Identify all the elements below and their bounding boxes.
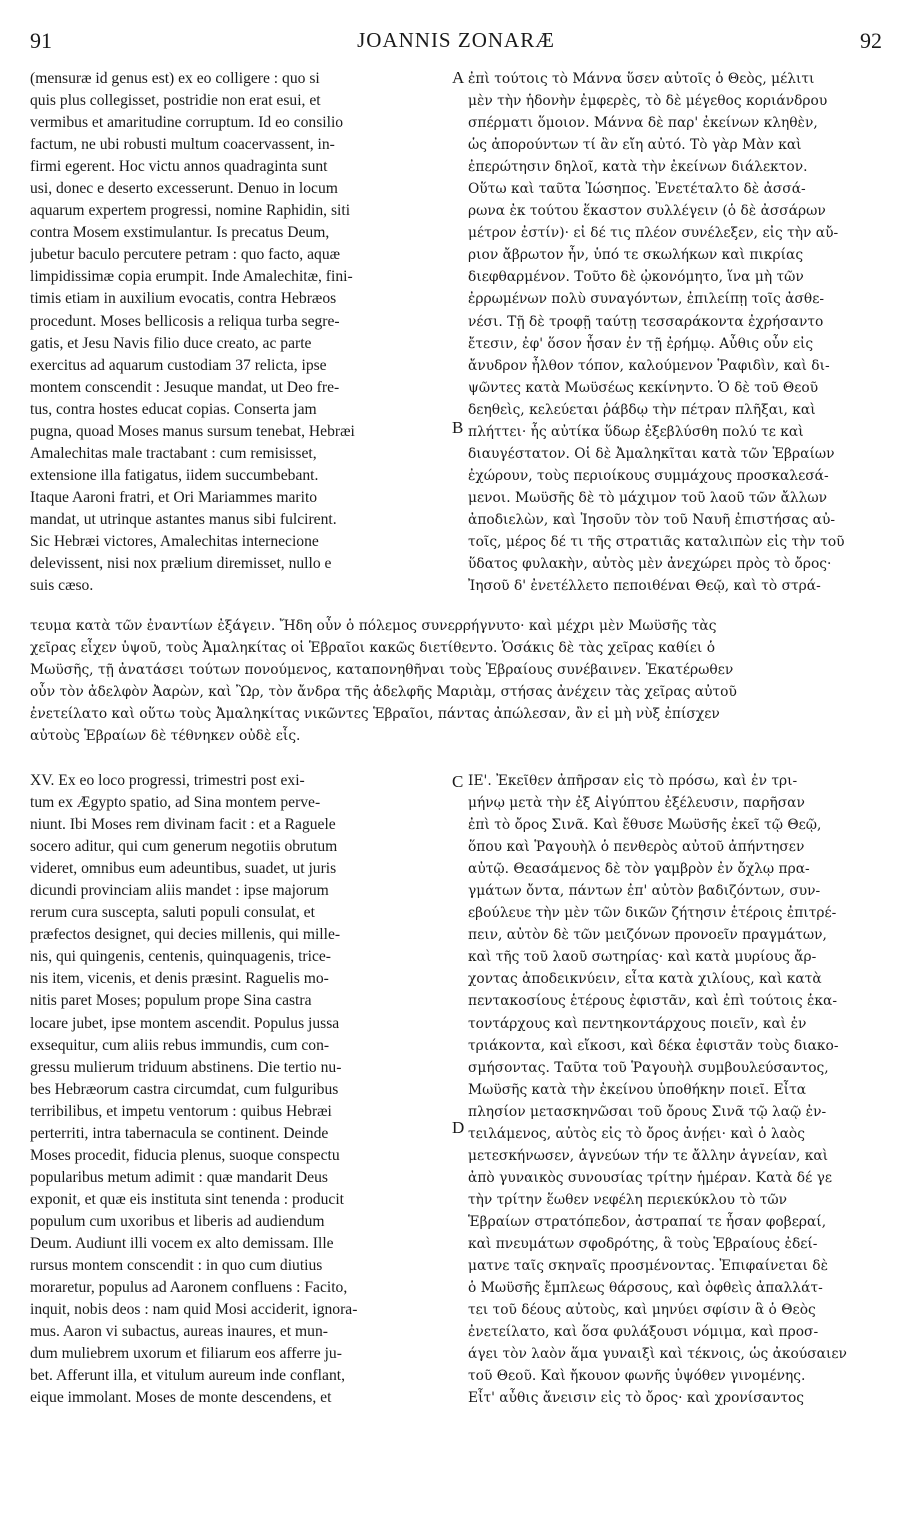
text-line: Μωϋσῆς κατὰ τὴν ἐκείνου ὑποθήκην ποιεῖ. Εἶτα	[468, 1081, 807, 1098]
text-line: αὐτοὺς Ἑβραίων δὲ τέθνηκεν οὐδὲ εἷς.	[30, 728, 301, 745]
text-line: mandat, ut utrinque astantes manus sibi fulcirent.	[30, 510, 337, 528]
text-line: ψῶντες κατὰ Μωϋσέως κεκίνηντο. Ὁ δὲ τοῦ Θεοῦ	[468, 379, 819, 396]
margin-letter-a: A	[452, 68, 465, 87]
text-line: dicundi provinciam aliis mandet : ipse majorum	[30, 882, 329, 900]
text-line: locare jubet, ipse montem ascendit. Populus jussa	[30, 1014, 340, 1032]
text-line: γμάτων ὄντα, πάντων ἐπ' αὐτὸν βαδιζόντων, συν-	[468, 883, 821, 900]
text-line: ὡς ἀπορούντων τί ἂν εἴη αὐτό. Τὸ γὰρ Μὰν καὶ	[468, 137, 802, 154]
text-line: populum cum uxoribus et liberis ad audiendum	[30, 1212, 325, 1230]
text-line: τειλάμενος, αὐτὸς εἰς τὸ ὄρος ἀνῄει· καὶ ὁ λαὸς	[468, 1125, 805, 1142]
text-line: videret, omnibus eum adeuntibus, suadet, ut juris	[30, 860, 337, 878]
page-header	[30, 28, 882, 58]
text-line: eique immolant. Moses de monte descendens, et	[30, 1389, 332, 1407]
text-line: contra Mosem exstimulantur. Is precatus Deum,	[30, 224, 330, 242]
text-line: ἔτεσιν, ἐφ' ὅσον ἦσαν ἐν τῇ ἐρήμῳ. Αὖθις οὖν εἰς	[468, 335, 814, 352]
text-line: Ἰησοῦ δ' ἐνετέλλετο πεποιθέναι Θεῷ, καὶ τὸ στρά-	[468, 578, 821, 595]
text-line: Itaque Aaroni fratri, et Ori Mariammes marito	[30, 488, 318, 506]
text-line: terribilibus, et impetu ventorum : quibus Hebræi	[30, 1102, 332, 1120]
text-line: δεηθεὶς, κελεύεται ῥάβδῳ τὴν πέτραν πλῆξαι, καὶ	[468, 401, 816, 418]
text-line: τοντάρχους καὶ πεντηκοντάρχους ποιεῖν, καὶ ἐν	[468, 1015, 807, 1032]
text-line: limpidissimæ copia erumpit. Inde Amalechitæ, fini-	[30, 268, 353, 286]
text-line: jubetur baculo percutere petram : quo facto, aquæ	[30, 246, 341, 264]
text-line: præfectos designet, qui decies millenis, qui mille-	[30, 926, 341, 944]
text-line: σπέρματι ὅμοιον. Μάννα δὲ παρ' ἐκείνων κληθὲν,	[468, 115, 818, 132]
text-line: gatis, et Jesu Navis filio duce creato, ac parte	[30, 334, 312, 352]
text-line: τευμα κατὰ τῶν ἐναντίων ἐξάγειν. Ἤδη οὖν ὁ πόλεμος συνερρήγνυτο· καὶ μέχρι μὲν Μωϋσῆς τὰς	[30, 618, 717, 634]
text-line: niunt. Ibi Moses rem divinam facit : et a Raguele	[30, 816, 336, 834]
text-line: τει τοῦ δέους αὐτοὺς, καὶ μηνύει σφίσιν ἃ ὁ Θεὸς	[468, 1302, 816, 1319]
text-line: ἀποδιελὼν, καὶ Ἰησοῦν τὸν τοῦ Ναυῆ ἐπιστήσας αὐ-	[468, 511, 836, 528]
text-line: πλησίον μετασκηνῶσαι τοῦ ὄρους Σινᾶ τῷ λαῷ ἐν-	[468, 1103, 827, 1120]
text-line: ματνε ταῖς σκηναῖς προσμένοντας. Ἐπιφαίνεται δὲ	[468, 1258, 829, 1275]
text-line: bet. Afferunt illa, et vitulum aureum inde conflant,	[30, 1367, 345, 1385]
text-line: rerum cura suscepta, saluti populi consulat, et	[30, 904, 315, 922]
text-line: vermibus et amaritudine corruptum. Id eo consilio	[30, 114, 344, 132]
greek-column-lower	[468, 770, 884, 1409]
text-line: ΙΕ'. Ἐκεῖθεν ἀπῆρσαν εἰς τὸ πρόσω, καὶ ἐν τρι-	[468, 773, 798, 789]
text-line: aquarum expertem progressi, nomine Raphidin, siti	[30, 202, 351, 220]
text-line: Amalechitas male tractabant : cum remisisset,	[30, 444, 317, 462]
text-line: πεντακοσίους ἑτέρους ἐφιστᾶν, καὶ ἐπὶ τούτοις ἑκα-	[468, 993, 838, 1010]
text-line: ἐπὶ τὸ ὄρος Σινᾶ. Καὶ ἔθυσε Μωϋσῆς ἐκεῖ τῷ Θεῷ,	[468, 817, 822, 834]
text-line: νέσι. Τῇ δὲ τροφῇ ταύτῃ τεσσαράκοντα ἐχρήσαντο	[468, 313, 824, 330]
text-line: Sic Hebræi victores, Amalechitas internecione	[30, 532, 319, 550]
text-line: ἐπερώτησιν δηλοῖ, κατὰ τὴν ἐκείνων διάλεκτον.	[468, 159, 808, 176]
text-line: διαυγέστατον. Οἱ δὲ Ἀμαληκῖται κατὰ τῶν Ἑβραίων	[468, 445, 835, 462]
text-line: μὲν τὴν ἡδονὴν ἐμφερὲς, τὸ δὲ μέγεθος κοριάνδρου	[468, 93, 828, 110]
text-line: usi, donec e deserto excesserunt. Denuo in locum	[30, 180, 338, 198]
text-line: οὖν τὸν ἀδελφὸν Ἀαρὼν, καὶ Ὢρ, τὸν ἄνδρα τῆς ἀδελφῆς Μαριὰμ, στήσας ἀνέχειν τὰς χεῖρας αὐτοῦ	[30, 684, 737, 701]
text-line: rursus montem conscendit : in quo cum diutius	[30, 1257, 323, 1275]
text-line: τοῦ Θεοῦ. Καὶ ἤκουον φωνῆς ὑψόθεν γινομένης.	[468, 1368, 806, 1385]
text-line: exercitus ad aquarum custodiam 37 relicta, ipse	[30, 356, 327, 374]
text-line: bes Hebræorum castra circumdat, cum fulguribus	[30, 1080, 339, 1098]
text-line: μετεσκήνωσεν, ἁγνεύων τήν τε ἄλλην ἁγνείαν, καὶ	[468, 1147, 829, 1164]
text-line: ἐνετείλατο, καὶ ὅσα φυλάξουσι νόμιμα, καὶ προσ-	[468, 1324, 819, 1341]
text-line: socero aditur, qui cum generum negotiis obrutum	[30, 838, 338, 856]
text-line: tum ex Ægypto spatio, ad Sina montem perve-	[30, 794, 321, 812]
text-line: τοῖς, μέρος δέ τι τῆς στρατιᾶς καταλιπὼν εἰς τὴν τοῦ	[468, 533, 845, 550]
text-line: ριον ἄβρωτον ἦν, ὑπό τε σκωλήκων καὶ πικρίας	[468, 247, 804, 264]
text-line: (mensuræ id genus est) ex eo colligere : quo si	[30, 70, 320, 87]
margin-letter-c: C	[452, 772, 464, 791]
text-line: nis item, vicenis, et denis præsint. Raguelis mo-	[30, 970, 329, 988]
text-line: ἄνυδρον ἦλθον τόπον, καλούμενον Ῥαφιδὶν, καὶ δι-	[468, 357, 830, 374]
text-line: ὁ Μωϋσῆς ἔμπλεως θάρσους, καὶ ὀφθεὶς ἀπαλλάτ-	[468, 1280, 823, 1297]
text-line: μήνῳ μετὰ τὴν ἐξ Αἰγύπτου ἐξέλευσιν, παρῆσαν	[468, 795, 805, 812]
text-line: μέτρον ἐστίν)· εἰ δέ τις πλέον συνέλεξεν, εἰς τὴν αὔ-	[468, 225, 839, 242]
text-line: inquit, nobis deos : nam quid Mosi acciderit, ignora-	[30, 1301, 358, 1319]
text-line: εβούλευε τὴν μὲν τῶν δικῶν ζήτησιν ἑτέροις ἐπιτρέ-	[468, 905, 837, 922]
text-line: suis cæso.	[30, 577, 94, 595]
text-line: procedunt. Moses bellicosis a reliqua turba segre-	[30, 312, 340, 330]
text-line: Ἑβραίων στρατόπεδον, ἀστραπαί τε ἦσαν φοβεραί,	[468, 1213, 827, 1230]
text-line: montem conscendit : Jesuque mandat, ut Deo fre-	[30, 378, 340, 396]
text-line: σμήσοντας. Ταῦτα τοῦ Ῥαγουὴλ συμβουλεύσαντος,	[468, 1059, 829, 1076]
text-line: dum muliebrem uxorum et filiarum eos afferre ju-	[30, 1345, 342, 1363]
text-line: factum, ne ubi robusti multum coacervassent, in-	[30, 136, 335, 154]
text-line: μενοι. Μωϋσῆς δὲ τὸ μάχιμον τοῦ λαοῦ τῶν ἄλλων	[468, 489, 828, 506]
page-number-right: 92	[860, 28, 882, 53]
text-line: gressu mulierum triduum abstinens. Die tertio nu-	[30, 1058, 342, 1076]
text-line: mus. Aaron vi subactus, aureas inaures, et mun-	[30, 1323, 328, 1341]
text-line: ὕδατος φυλακὴν, αὐτὸς μὲν ἀνεχώρει πρὸς τὸ ὄρος·	[468, 556, 832, 573]
text-line: quis plus collegisset, postridie non erat esui, et	[30, 92, 321, 110]
running-title: JOANNIS ZONARÆ	[357, 28, 555, 52]
text-line: χεῖρας εἶχεν ὑψοῦ, τοὺς Ἀμαληκίτας οἱ Ἑβραῖοι κακῶς διετίθεντο. Ὁσάκις δὲ τὰς χεῖρας καθίει ὁ	[30, 640, 716, 657]
margin-letter-d: D	[452, 1118, 465, 1137]
text-line: extensione illa fatigatus, iidem succumbebant.	[30, 466, 319, 484]
text-line: ἐπὶ τούτοις τὸ Μάννα ὕσεν αὐτοῖς ὁ Θεὸς, μέλιτι	[468, 71, 815, 87]
latin-column-upper	[30, 68, 450, 597]
text-line: tus, contra hostes educat copias. Conserta jam	[30, 400, 317, 418]
text-line: ἐνετείλατο καὶ οὕτω τοὺς Ἀμαληκίτας νικῶντες Ἑβραῖοι, πάντας ἀπώλεσαν, ἂν εἰ μὴ νὺξ ἐπίσχεν	[30, 706, 720, 723]
text-line: άγει τὸν λαὸν ἅμα γυναιξὶ καὶ τέκνοις, ὡς ἀκούσαιεν	[468, 1346, 847, 1363]
text-line: Moses procedit, fiducia plenus, suoque conspectu	[30, 1146, 340, 1164]
text-line: exsequitur, cum aliis rebus immundis, cum con-	[30, 1036, 330, 1054]
text-line: ρωνα ἐκ τούτου ἕκαστον συλλέγειν (ὁ δὲ ἀσσάρων	[468, 203, 826, 220]
margin-letter-b: B	[452, 418, 464, 437]
text-line: XV. Ex eo loco progressi, trimestri post exi-	[30, 772, 305, 789]
text-line: exponit, et quæ eis instituta sint tenenda : producit	[30, 1190, 344, 1208]
text-line: timis etiam in auxilium evocatis, contra Hebræos	[30, 290, 337, 308]
text-line: delevissent, nisi nox prælium diremisset, nullo e	[30, 555, 332, 573]
page-number-left: 91	[30, 28, 52, 53]
text-line: αὐτῷ. Θεασάμενος δὲ τὸν γαμβρὸν ἐν ὄχλῳ πρα-	[468, 861, 810, 878]
text-line: nis, qui quingenis, centenis, quinquagenis, trice-	[30, 948, 331, 966]
text-line: Deum. Audiunt illi vocem ex alto demissam. Ille	[30, 1234, 334, 1252]
text-line: ἐχώρουν, τοὺς περιοίκους συμμάχους προσκαλεσά-	[468, 467, 829, 484]
greek-column-upper	[468, 68, 884, 597]
text-line: Μωϋσῆς, τῇ ἀνατάσει τούτων πονούμενος, καταπονηθῆναι τοὺς Ἑβραίους συνέβαινεν. Ἑκατέρωθεν	[30, 662, 734, 679]
text-line: ὅπου καὶ Ῥαγουὴλ ὁ πενθερὸς αὐτοῦ ἀπήντησεν	[468, 839, 805, 856]
text-line: καὶ πνευμάτων σφοδρότης, ἃ τοὺς Ἑβραίους ἐδεί-	[468, 1235, 818, 1252]
text-line: χοντας ἀποδεικνύειν, εἶτα κατὰ χιλίους, καὶ κατὰ	[468, 971, 822, 988]
text-line: πειν, αὐτὸν δὲ τῶν μειζόνων προνοεῖν πραγμάτων,	[468, 927, 827, 944]
text-line: popularibus metum adimit : quæ mandarit Deus	[30, 1168, 328, 1186]
text-line: Οὕτω καὶ ταῦτα Ἰώσηπος. Ἐνετέταλτο δὲ ἀσσά-	[468, 181, 806, 198]
text-line: τριάκοντα, καὶ εἴκοσι, καὶ δέκα ἐφιστᾶν τοὺς διακο-	[468, 1037, 839, 1054]
text-line: διεφθαρμένον. Τοῦτο δὲ ᾠκονόμητο, ἵνα μὴ τῶν	[468, 269, 804, 286]
text-line: perterriti, intra tabernacula se continent. Deinde	[30, 1124, 329, 1142]
greek-full-width-passage	[30, 615, 882, 747]
text-line: ἀπὸ γυναικὸς συνουσίας τρίτην ἡμέραν. Κατὰ δέ γε	[468, 1169, 832, 1186]
text-line: firmi egerent. Hoc victu annos quadraginta sunt	[30, 158, 328, 176]
text-line: moraretur, populus ad Aaronem confluens : Facito,	[30, 1279, 348, 1297]
text-line: πλήττει· ἧς αὐτίκα ὕδωρ ἐξεβλύσθη πολύ τε καὶ	[468, 423, 804, 440]
text-line: ἐρρωμένων πολὺ συναγόντων, ἐπιλείπῃ τοῖς ἀσθε-	[468, 291, 824, 308]
text-line: Εἶτ' αὖθις ἄνεισιν εἰς τὸ ὄρος· καὶ χρονίσαντος	[468, 1390, 805, 1407]
text-line: pugna, quoad Moses manus sursum tenebat, Hebræi	[30, 422, 355, 440]
latin-column-lower	[30, 770, 450, 1409]
text-line: τὴν τρίτην ἕωθεν νεφέλη περιεκύκλου τὸ τῶν	[468, 1191, 788, 1208]
text-line: nitis paret Moses; populum prope Sina castra	[30, 992, 312, 1010]
text-line: καὶ τῆς τοῦ λαοῦ σωτηρίας· καὶ κατὰ μυρίους ἄρ-	[468, 949, 817, 966]
